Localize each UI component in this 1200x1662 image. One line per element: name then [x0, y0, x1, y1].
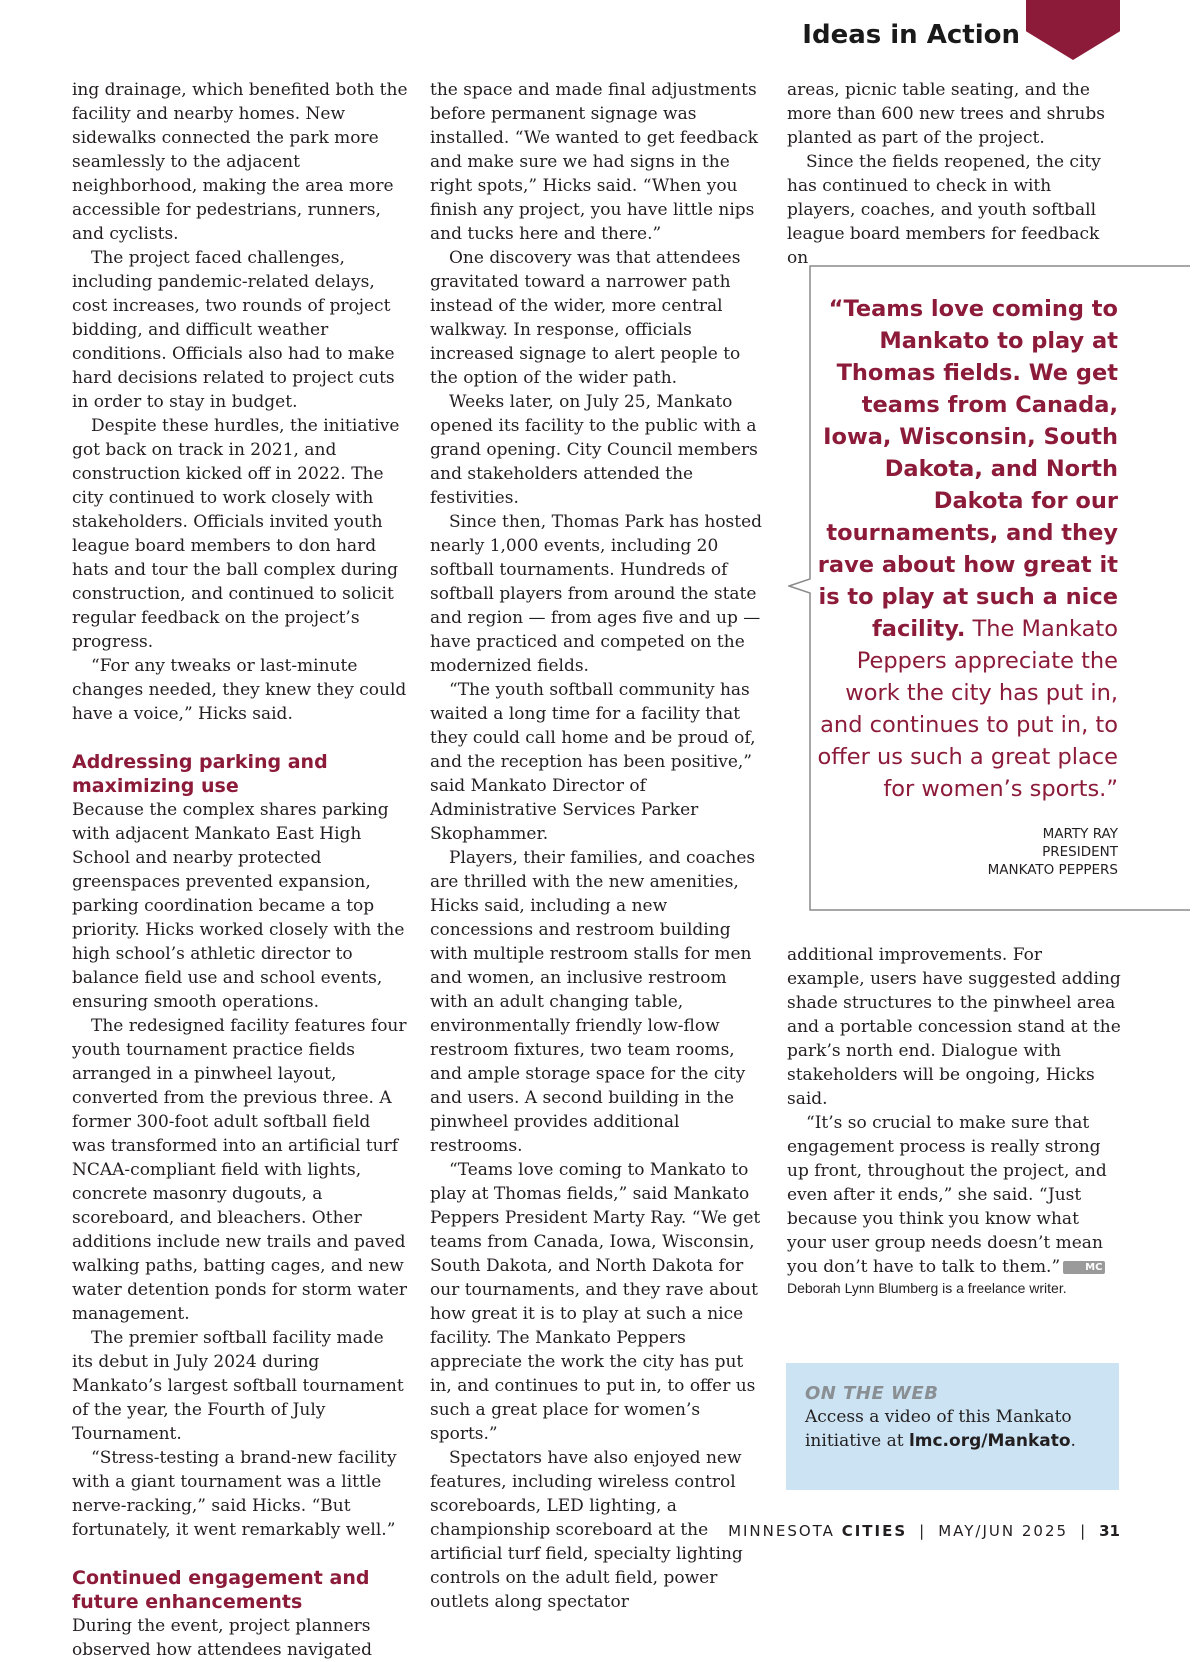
author-byline: Deborah Lynn Blumberg is a freelance writer.: [787, 1280, 1067, 1296]
pull-quote-bold: “Teams love coming to Mankato to play at Thomas fields. We get teams from Canada, Iowa, Wisconsin, South Dakota, and North Dakota for our tournaments, and they rave about how great it is to play at such a nice facility.: [817, 296, 1118, 642]
attribution-name: MARTY RAY: [1042, 826, 1118, 842]
article-column-3-bottom: [787, 943, 1123, 1279]
paragraph: During the event, project planners observed how attendees navigated: [72, 1616, 372, 1660]
pull-quote-attribution: [818, 825, 1118, 879]
paragraph: [787, 1111, 1123, 1279]
page-number: 31: [1099, 1522, 1120, 1540]
footer-magazine-bold: CITIES: [841, 1522, 908, 1540]
paragraph: Because the complex shares parking with adjacent Mankato East High School and nearby protected greenspaces prevented expansion, parking coordination became a top priority. Hicks worked closely with the high school’s athletic director to balance field use and school events, ensuring smooth operations.: [72, 800, 405, 1012]
paragraph: Spectators have also enjoyed new features, including wireless control scoreboards, LED lighting, a championship scoreboard at the artificial turf field, specialty lighting controls on the adult field, power outlets along spectator: [430, 1448, 743, 1612]
paragraph: Despite these hurdles, the initiative got back on track in 2021, and construction kicked off in 2022. The city continued to work closely with stakeholders. Officials invited youth league board members to don hard hats and tour the ball complex during construction, and continued to solicit regular feedback on the project’s progress.: [72, 416, 400, 652]
page-footer: [728, 1522, 1120, 1540]
section-flag-decoration: [1026, 0, 1120, 60]
article-column-1: [72, 78, 408, 1662]
article-column-2: [430, 78, 766, 1614]
subheading-parking: Addressing parking and maximizing use: [72, 751, 328, 797]
on-the-web-title: ON THE WEB: [805, 1383, 939, 1404]
article-column-3-top: [787, 78, 1123, 270]
pull-quote: [788, 265, 1190, 911]
paragraph: “Teams love coming to Mankato to play at Thomas fields,” said Mankato Peppers President Marty Ray. “We get teams from Canada, Iowa, Wisconsin, South Dakota, and North Dakota for our tournaments, and they rave about how great it is to play at such a nice facility. The Mankato Peppers appreciate the work the city has put in, and continues to put in, to offer us such a great place for women’s sports.”: [430, 1160, 761, 1444]
paragraph: Players, their families, and coaches are thrilled with the new amenities, Hicks said, including a new concessions and restroom building with multiple restroom stalls for men and women, an inclusive restroom with an adult changing table, environmentally friendly low-flow restroom fixtures, two team rooms, and ample storage space for the city and users. A second building in the pinwheel provides additional restrooms.: [430, 848, 756, 1156]
footer-separator: |: [919, 1522, 927, 1540]
mc-end-mark-icon: MC: [1063, 1261, 1105, 1274]
paragraph: the space and made final adjustments before permanent signage was installed. “We wanted to get feedback and make sure we had signs in the right spots,” Hicks said. “When you finish any project, you have little nips and tucks here and there.”: [430, 80, 759, 244]
on-the-web-box: [786, 1363, 1119, 1490]
footer-issue: MAY/JUN 2025: [938, 1522, 1069, 1540]
pull-quote-text: [808, 293, 1118, 805]
pull-quote-light: The Mankato Peppers appreciate the work the city has put in, and continues to put in, to offer us such a great place for women’s sports.”: [817, 616, 1118, 802]
footer-magazine: MINNESOTA: [728, 1522, 835, 1540]
paragraph: One discovery was that attendees gravitated toward a narrower path instead of the wider, more central walkway. In response, officials increased signage to alert people to the option of the wider path.: [430, 248, 741, 388]
subheading-engagement: Continued engagement and future enhancements: [72, 1567, 370, 1613]
paragraph-text: “It’s so crucial to make sure that engagement process is really strong up front, throughout the project, and even after it ends,” she said. “Just because you think you know what your user group needs doesn’t mean you don’t have to talk to them.”: [787, 1113, 1107, 1277]
mankato-video-link[interactable]: lmc.org/Mankato: [908, 1431, 1071, 1451]
paragraph: areas, picnic table seating, and the more than 600 new trees and shrubs planted as part of the project.: [787, 80, 1105, 148]
paragraph: The project faced challenges, including pandemic-related delays, cost increases, two rounds of project bidding, and difficult weather conditions. Officials also had to make hard decisions related to project cuts in order to stay in budget.: [72, 248, 395, 412]
section-title: Ideas in Action: [802, 20, 1020, 50]
on-the-web-text: Access a video of this Mankato initiative at lmc.org/Mankato.: [805, 1407, 1076, 1451]
paragraph: “The youth softball community has waited a long time for a facility that they could call home and be proud of, and the reception has been positive,” said Mankato Director of Administrative Services Parker Skophammer.: [430, 680, 756, 844]
paragraph: Since then, Thomas Park has hosted nearly 1,000 events, including 20 softball tournaments. Hundreds of softball players from around the state and region — from ages five and up — have practiced and competed on the modernized fields.: [430, 512, 763, 676]
paragraph: Weeks later, on July 25, Mankato opened its facility to the public with a grand opening. City Council members and stakeholders attended the festivities.: [430, 392, 758, 508]
paragraph: Since the fields reopened, the city has continued to check in with players, coaches, and youth softball league board members for feedback on: [787, 152, 1101, 268]
footer-separator: |: [1080, 1522, 1088, 1540]
paragraph: The redesigned facility features four youth tournament practice fields arranged in a pinwheel layout, converted from the previous three. A former 300-foot adult softball field was transformed into an artificial turf NCAA-compliant field with lights, concrete masonry dugouts, a scoreboard, and bleachers. Other additions include new trails and paved walking paths, batting cages, and new water detention ponds for storm water management.: [72, 1016, 408, 1324]
paragraph: The premier softball facility made its debut in July 2024 during Mankato’s largest softball tournament of the year, the Fourth of July Tournament.: [72, 1328, 404, 1444]
paragraph: “Stress-testing a brand-new facility with a giant tournament was a little nerve-racking,” said Hicks. “But fortunately, it went remarkably well.”: [72, 1448, 397, 1540]
attribution-title: PRESIDENT: [1042, 844, 1118, 860]
paragraph: additional improvements. For example, users have suggested adding shade structures to the pinwheel area and a portable concession stand at the park’s north end. Dialogue with stakeholders will be ongoing, Hicks said.: [787, 945, 1121, 1109]
paragraph: “For any tweaks or last-minute changes needed, they knew they could have a voice,” Hicks said.: [72, 656, 407, 724]
attribution-org: MANKATO PEPPERS: [987, 862, 1118, 878]
paragraph: ing drainage, which benefited both the facility and nearby homes. New sidewalks connected the park more seamlessly to the adjacent neighborhood, making the area more accessible for pedestrians, runners, and cyclists.: [72, 80, 408, 244]
